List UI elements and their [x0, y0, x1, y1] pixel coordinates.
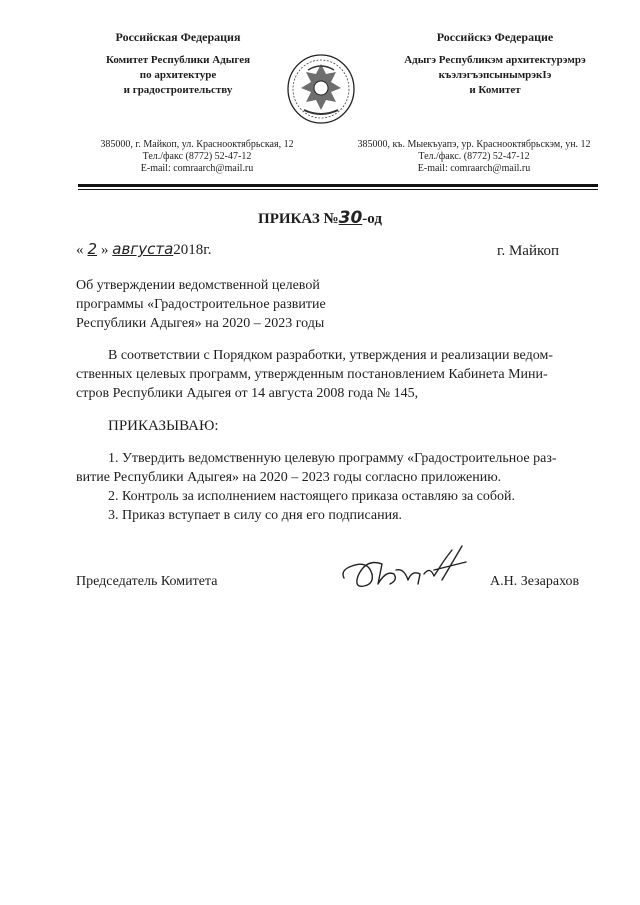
header-right-org-line2: къэлэгъэпсынымрэкІэ — [438, 69, 552, 81]
order-items — [76, 449, 602, 525]
signature-name: А.Н. Зезарахов — [490, 574, 580, 589]
header-right — [380, 30, 610, 98]
header-left-email: E-mail: comraarch@mail.ru — [140, 163, 254, 174]
intro-line1: В соответствии с Порядком разработки, утверждения и реализации ведом- — [108, 348, 553, 363]
date-close-quote: » — [101, 242, 109, 258]
header-divider-thick — [78, 184, 598, 187]
header-left-org-line2: по архитектуре — [139, 69, 217, 81]
header-left-contacts — [82, 139, 312, 175]
header-right-address: 385000, къ. Мыекъуапэ, ур. Краснооктябрьскэм, ун. 12 — [357, 139, 591, 150]
header-left-org-line1: Комитет Республики Адыгея — [105, 54, 251, 66]
date-month-handwritten: августа — [112, 240, 174, 258]
header-left-phone: Тел./факс (8772) 52-47-12 — [142, 151, 252, 162]
header-right-email: E-mail: comraarch@mail.ru — [417, 163, 531, 174]
header-left-org-line3: и градостроительству — [123, 84, 233, 96]
header-right-org-line1: Адыгэ Республикэм архитектурэмрэ — [404, 54, 586, 66]
order-title-prefix: ПРИКАЗ № — [258, 211, 339, 227]
item3: 3. Приказ вступает в силу со дня его подписания. — [108, 508, 403, 523]
subject-line1: Об утверждении ведомственной целевой — [76, 278, 320, 293]
header-right-country: Российскэ Федерацие — [436, 30, 554, 44]
item1-line2: витие Республики Адыгея» на 2020 – 2023 годы согласно приложению. — [76, 470, 502, 485]
order-subject — [76, 276, 366, 333]
header-left-address: 385000, г. Майкоп, ул. Краснооктябрьская, 12 — [100, 139, 294, 150]
order-number-handwritten: 30 — [338, 208, 363, 228]
header-right-org-line3: и Комитет — [469, 84, 521, 96]
subject-line2: программы «Градостроительное развитие — [76, 297, 326, 312]
header-left-country: Российская Федерация — [115, 30, 241, 44]
header-left — [68, 30, 288, 98]
signature-handwritten — [338, 540, 470, 600]
date-year: 2018г. — [173, 242, 212, 258]
date-day-handwritten: 2 — [87, 240, 98, 258]
date-open-quote: « — [76, 242, 84, 258]
intro-line2: ственных целевых программ, утвержденным постановлением Кабинета Мини- — [76, 367, 548, 382]
item1-line1: 1. Утвердить ведомственную целевую программу «Градостроительное раз- — [108, 451, 557, 466]
order-word: ПРИКАЗЫВАЮ: — [108, 418, 219, 434]
subject-line3: Республики Адыгея» на 2020 – 2023 годы — [76, 316, 325, 331]
order-date — [76, 240, 211, 260]
body-intro — [76, 346, 602, 403]
order-city: г. Майкоп — [497, 243, 560, 259]
order-title — [0, 208, 640, 228]
header-right-contacts — [340, 139, 608, 175]
header-divider-thin — [78, 189, 598, 190]
signature-position: Председатель Комитета — [76, 574, 218, 589]
coat-of-arms-emblem — [286, 52, 356, 124]
order-title-suffix: -од — [362, 211, 382, 227]
header-right-phone: Тел./факс. (8772) 52-47-12 — [418, 151, 530, 162]
intro-line3: стров Республики Адыгея от 14 августа 2008 года № 145, — [76, 386, 419, 401]
item2: 2. Контроль за исполнением настоящего приказа оставляю за собой. — [108, 489, 516, 504]
